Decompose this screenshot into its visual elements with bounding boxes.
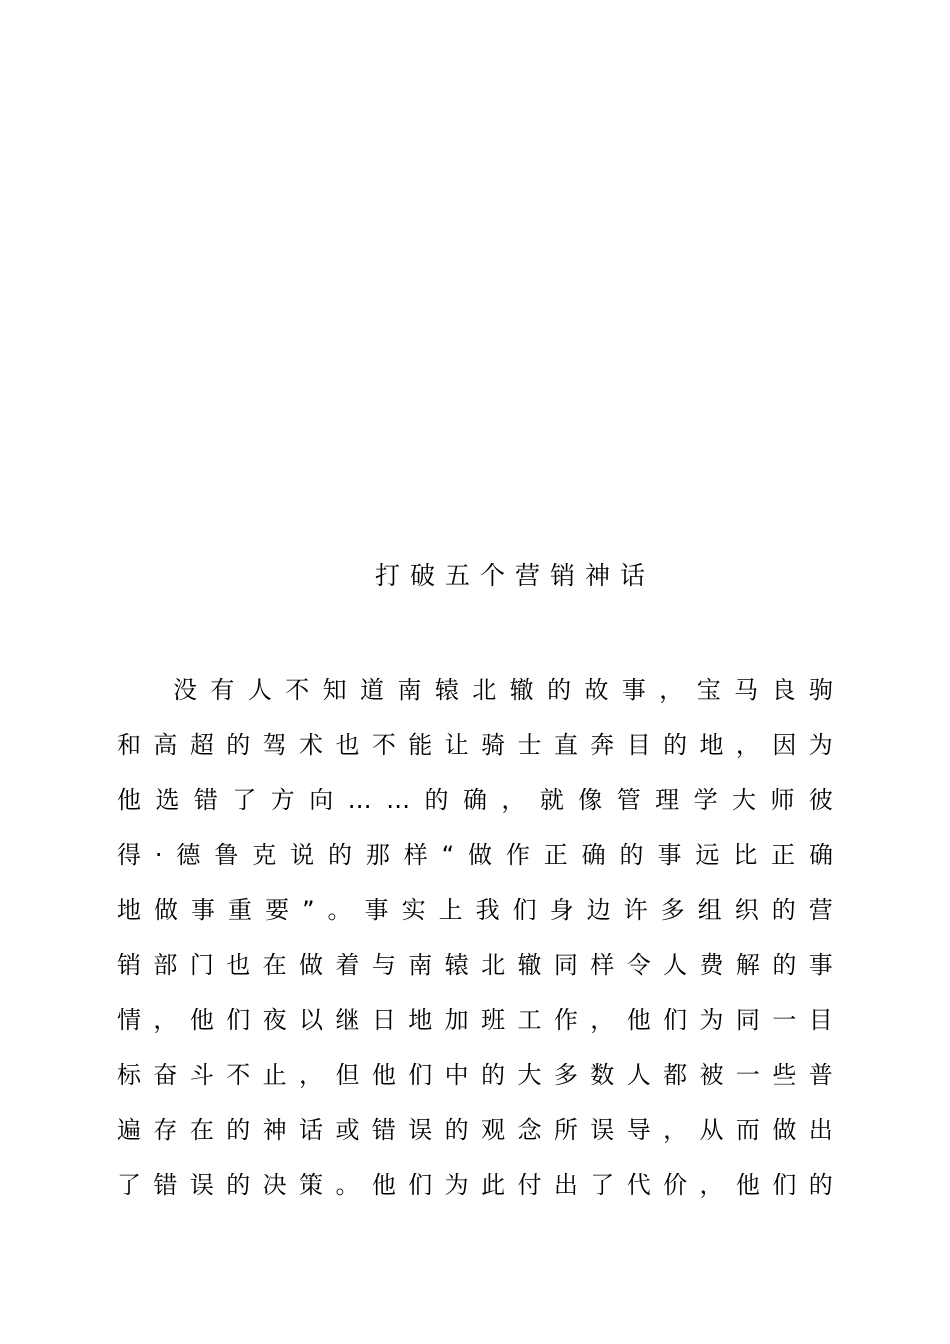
paragraph-line: 情 ， 他 们 夜 以 继 日 地 加 班 工 作 ， 他 们 为 同 一 目 <box>117 1006 833 1034</box>
paragraph-line: 了 错 误 的 决 策 。 他 们 为 此 付 出 了 代 价 ， 他 们 的 <box>117 1171 833 1199</box>
paragraph-line: 标 奋 斗 不 止 ， 但 他 们 中 的 大 多 数 人 都 被 一 些 普 <box>117 1061 833 1089</box>
paragraph-line: 地 做 事 重 要 ” 。 事 实 上 我 们 身 边 许 多 组 织 的 营 <box>117 896 833 924</box>
paragraph-line: 遍 存 在 的 神 话 或 错 误 的 观 念 所 误 导 ， 从 而 做 出 <box>117 1116 833 1144</box>
paragraph-line: 没 有 人 不 知 道 南 辕 北 辙 的 故 事 ， 宝 马 良 驹 <box>173 676 833 704</box>
paragraph-line: 和 高 超 的 驾 术 也 不 能 让 骑 士 直 奔 目 的 地 ， 因 为 <box>117 731 833 759</box>
paragraph-line: 销 部 门 也 在 做 着 与 南 辕 北 辙 同 样 令 人 费 解 的 事 <box>117 951 833 979</box>
document-title: 打破五个营销神话 <box>374 561 655 590</box>
document-body <box>117 663 833 1213</box>
paragraph-line: 得 · 德 鲁 克 说 的 那 样 “ 做 作 正 确 的 事 远 比 正 确 <box>117 841 833 869</box>
paragraph-line: 他 选 错 了 方 向 … … 的 确 ， 就 像 管 理 学 大 师 彼 <box>117 786 833 814</box>
